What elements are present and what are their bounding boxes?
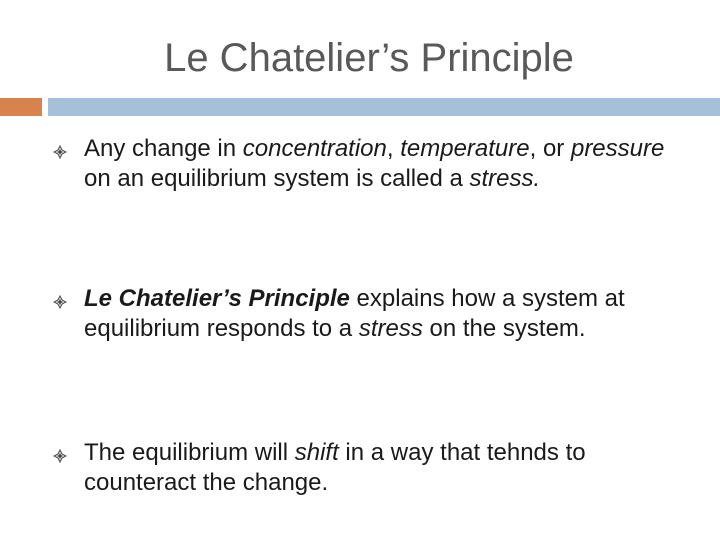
- bullet-text: [84, 284, 684, 344]
- bullet-text-segment: on the system.: [422, 315, 586, 342]
- bullet-text-segment: pressure: [570, 135, 665, 162]
- bullet-text-segment: in a way that tehnds to counteract the change.: [84, 439, 586, 496]
- bullet-text: [84, 438, 684, 498]
- diamond-star-bullet-icon: [53, 449, 67, 463]
- bullet-text-segment: ,: [386, 135, 401, 162]
- bullet-text-segment: explains how a system at equilibrium responds to a: [84, 285, 625, 342]
- bullet-text-segment: concentration: [242, 135, 387, 162]
- bullet-text-segment: on an equilibrium system is called a: [84, 165, 470, 192]
- bullet-text-segment: , or: [529, 135, 571, 162]
- bullet-text-segment: stress.: [469, 165, 541, 192]
- diamond-star-bullet-icon: [53, 295, 67, 309]
- bullet-text-segment: shift: [294, 439, 339, 466]
- bullet-text-segment: stress: [358, 315, 423, 342]
- slide-title: Le Chatelier’s Principle: [164, 36, 574, 80]
- diamond-star-bullet-icon: [53, 145, 67, 159]
- bullet-text-segment: The equilibrium will: [84, 439, 295, 466]
- bullet-text-segment: temperature: [400, 135, 530, 162]
- bullet-text: [84, 134, 684, 194]
- bullet-text-segment: Le Chatelier’s Principle: [84, 285, 350, 312]
- bullet-text-segment: Any change in: [84, 135, 243, 162]
